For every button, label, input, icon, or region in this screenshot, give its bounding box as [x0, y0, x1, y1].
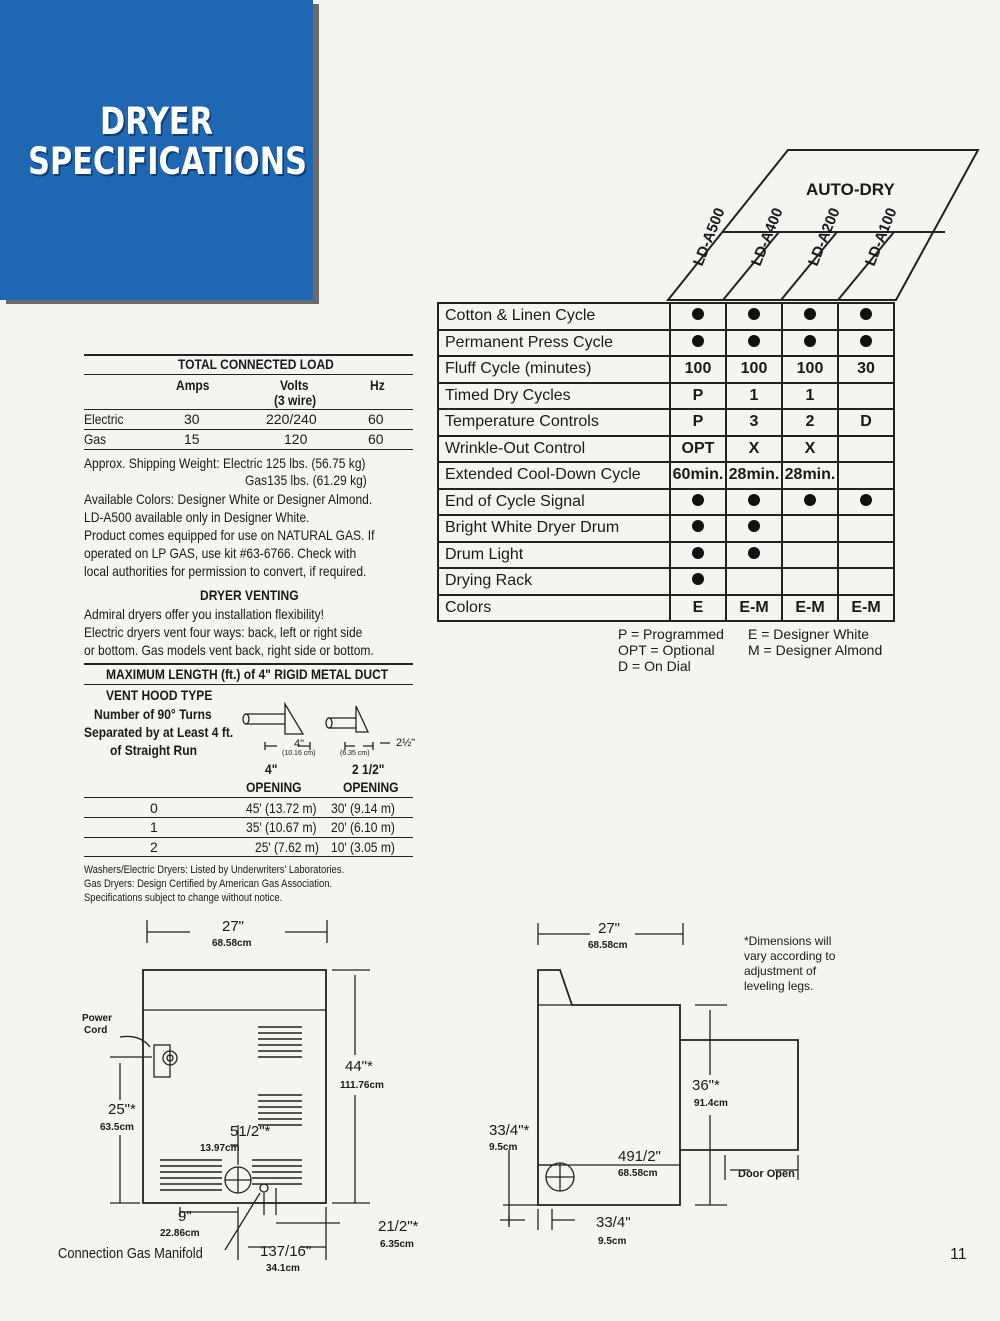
duct-heading: MAXIMUM LENGTH (ft.) of 4" RIGID METAL DUCT: [106, 666, 389, 682]
col-volts: Volts: [280, 377, 309, 393]
feature-value: [782, 515, 838, 542]
feature-label: Drum Light: [438, 542, 670, 569]
vent-hood-type: VENT HOOD TYPE: [106, 687, 213, 703]
duct-turns: 0: [150, 800, 158, 816]
vent-height-side-cm: 9.5cm: [489, 1142, 518, 1153]
rule: [84, 429, 413, 430]
feature-label: Wrinkle-Out Control: [438, 436, 670, 463]
duct-length-2half: 10' (3.05 m): [331, 839, 395, 855]
group-header: AUTO-DRY: [806, 180, 895, 199]
rule: [84, 856, 413, 857]
rule: [84, 817, 413, 818]
vent-height-cm: 63.5cm: [100, 1122, 134, 1133]
venting-text: Admiral dryers offer you installation flexibility!: [84, 606, 325, 622]
included-dot-icon: [692, 308, 704, 320]
included-dot-icon: [860, 335, 872, 347]
vent-offset-side-cm: 9.5cm: [598, 1236, 627, 1247]
gas-note: local authorities for permission to convert, if required.: [84, 563, 367, 579]
col-volts-wire: (3 wire): [274, 392, 317, 408]
included-dot-icon: [692, 520, 704, 532]
included-dot-icon: [748, 308, 760, 320]
legend-p: P = Programmed: [618, 626, 724, 642]
feature-row: [438, 303, 894, 330]
feature-value: 30: [838, 356, 894, 383]
page-title-line2: SPECIFICATIONS: [28, 140, 307, 183]
legend-d: D = On Dial: [618, 658, 691, 674]
feature-value: [838, 515, 894, 542]
feature-dot: [670, 489, 726, 516]
included-dot-icon: [860, 494, 872, 506]
feature-row: [438, 383, 894, 410]
feature-label: Extended Cool-Down Cycle: [438, 462, 670, 489]
feature-dot: [838, 330, 894, 357]
load-type: Gas: [84, 431, 107, 447]
dimension-note-line: *Dimensions will: [744, 934, 832, 948]
feature-value: [838, 436, 894, 463]
title-block: [0, 0, 313, 300]
feature-value: 60min.: [670, 462, 726, 489]
rule: [84, 409, 413, 410]
vent-offset: 9": [178, 1208, 192, 1225]
load-amps: 30: [184, 411, 200, 427]
duct-length-4in: 25' (7.62 m): [255, 839, 319, 855]
feature-dot: [726, 542, 782, 569]
opening2-label: OPENING: [343, 779, 399, 795]
feature-value: P: [670, 409, 726, 436]
feature-value: P: [670, 383, 726, 410]
shipping-weight-gas: Gas135 lbs. (61.29 kg): [245, 472, 367, 488]
feature-label: End of Cycle Signal: [438, 489, 670, 516]
legend-opt: OPT = Optional: [618, 642, 715, 658]
load-hz: 60: [368, 411, 384, 427]
side-width-cm: 68.58cm: [588, 940, 628, 951]
feature-dot: [726, 303, 782, 330]
feature-label: Bright White Dryer Drum: [438, 515, 670, 542]
feature-value: 3: [726, 409, 782, 436]
turns-label: Separated by at Least 4 ft.: [84, 724, 234, 740]
front-view-drawing: [80, 915, 440, 1270]
footnote: Washers/Electric Dryers: Listed by Underwriters' Laboratories.: [84, 864, 345, 876]
front-height-cm: 111.76cm: [340, 1080, 384, 1091]
included-dot-icon: [692, 494, 704, 506]
shipping-weight: Approx. Shipping Weight: Electric 125 lbs. (56.75 kg): [84, 455, 366, 471]
gas-note: operated on LP GAS, use kit #63-6766. Check with: [84, 545, 357, 561]
power-cord-label: Cord: [84, 1025, 108, 1036]
feature-dot: [670, 515, 726, 542]
legend-m: M = Designer Almond: [748, 642, 883, 658]
feature-value: E-M: [726, 595, 782, 622]
feature-row: [438, 542, 894, 569]
feature-dot: [670, 542, 726, 569]
model-label: LD-A500: [690, 205, 729, 269]
features-table: [437, 302, 895, 622]
front-height: 44"*: [345, 1058, 373, 1075]
feature-label: Permanent Press Cycle: [438, 330, 670, 357]
feature-row: [438, 330, 894, 357]
duct-length-2half: 30' (9.14 m): [331, 800, 395, 816]
turns-label: Number of 90° Turns: [94, 706, 212, 722]
included-dot-icon: [748, 547, 760, 559]
feature-dot: [782, 303, 838, 330]
dimension-note: [744, 934, 835, 994]
feature-value: [726, 568, 782, 595]
vent-diameter-cm: 13.97cm: [200, 1143, 240, 1154]
hood1-cm: (10.16 cm): [282, 750, 316, 757]
gas-height-cm: 6.35cm: [380, 1239, 414, 1250]
load-type: Electric: [84, 411, 124, 427]
vent-offset-cm: 22.86cm: [160, 1228, 200, 1239]
col-amps: Amps: [176, 377, 210, 393]
duct-length-4in: 35' (10.67 m): [246, 819, 317, 835]
hood2-cm: (6.35 cm): [340, 750, 370, 757]
feature-row: [438, 595, 894, 622]
feature-label: Timed Dry Cycles: [438, 383, 670, 410]
feature-dot: [726, 489, 782, 516]
feature-dot: [726, 330, 782, 357]
model-label: LD-A100: [862, 205, 901, 269]
col-hz: Hz: [370, 377, 385, 393]
included-dot-icon: [748, 335, 760, 347]
hood2-dim: 2½": [396, 737, 416, 749]
front-width: 27": [222, 918, 245, 935]
gas-height: 21/2"*: [378, 1218, 419, 1235]
vent-height: 25"*: [108, 1101, 136, 1118]
door-open-depth-cm: 68.58cm: [618, 1168, 658, 1179]
gas-note: Product comes equipped for use on NATURAL GAS. If: [84, 527, 375, 543]
duct-length-2half: 20' (6.10 m): [331, 819, 395, 835]
gas-offset: 137/16": [260, 1243, 312, 1260]
feature-row: [438, 356, 894, 383]
rule: [84, 684, 413, 685]
feature-value: 28min.: [782, 462, 838, 489]
footnote: Gas Dryers: Design Certified by American Gas Association.: [84, 878, 333, 890]
model-label: LD-A400: [748, 205, 787, 269]
feature-value: 100: [670, 356, 726, 383]
feature-dot: [670, 303, 726, 330]
feature-dot: [726, 515, 782, 542]
load-amps: 15: [184, 431, 200, 447]
feature-value: E-M: [782, 595, 838, 622]
door-open-label: Door Open: [738, 1168, 795, 1180]
feature-dot: [670, 330, 726, 357]
side-width: 27": [598, 920, 621, 937]
feature-value: 2: [782, 409, 838, 436]
feature-value: [782, 568, 838, 595]
rule: [84, 449, 413, 450]
feature-label: Temperature Controls: [438, 409, 670, 436]
feature-label: Cotton & Linen Cycle: [438, 303, 670, 330]
opening1-label: OPENING: [246, 779, 302, 795]
feature-value: 100: [782, 356, 838, 383]
feature-value: D: [838, 409, 894, 436]
feature-value: [838, 383, 894, 410]
dimension-note-line: adjustment of: [744, 964, 817, 978]
legend-e: E = Designer White: [748, 626, 869, 642]
feature-value: [838, 568, 894, 595]
feature-value: 1: [782, 383, 838, 410]
gas-offset-cm: 34.1cm: [266, 1263, 300, 1274]
page-title-line1: DRYER: [100, 100, 213, 143]
duct-turns: 1: [150, 819, 158, 835]
colors-note: LD-A500 available only in Designer White.: [84, 509, 310, 525]
dimension-note-line: leveling legs.: [744, 979, 814, 993]
feature-value: 28min.: [726, 462, 782, 489]
included-dot-icon: [748, 494, 760, 506]
feature-value: 100: [726, 356, 782, 383]
door-open-depth: 491/2": [618, 1148, 661, 1165]
venting-heading: DRYER VENTING: [200, 587, 299, 603]
feature-row: [438, 568, 894, 595]
opening2-size: 2 1/2": [352, 761, 385, 777]
venting-text: or bottom. Gas models vent back, right side or bottom.: [84, 642, 374, 658]
rule: [84, 663, 413, 665]
feature-label: Colors: [438, 595, 670, 622]
colors-note: Available Colors: Designer White or Designer Almond.: [84, 491, 373, 507]
duct-turns: 2: [150, 839, 158, 855]
turns-label: of Straight Run: [110, 742, 197, 758]
included-dot-icon: [804, 335, 816, 347]
feature-row: [438, 409, 894, 436]
load-heading: TOTAL CONNECTED LOAD: [178, 356, 334, 372]
side-height: 36"*: [692, 1077, 720, 1094]
feature-label: Drying Rack: [438, 568, 670, 595]
feature-row: [438, 462, 894, 489]
feature-value: [838, 462, 894, 489]
page-number: 11: [950, 1246, 967, 1263]
power-cord-label: Power: [82, 1013, 113, 1024]
included-dot-icon: [860, 308, 872, 320]
load-volts: 220/240: [266, 411, 317, 427]
included-dot-icon: [692, 335, 704, 347]
side-height-cm: 91.4cm: [694, 1098, 728, 1109]
feature-value: E-M: [838, 595, 894, 622]
load-volts: 120: [284, 431, 308, 447]
vent-diameter: 51/2"*: [230, 1123, 271, 1140]
feature-value: X: [782, 436, 838, 463]
gas-manifold-label: Connection Gas Manifold: [58, 1245, 203, 1262]
feature-dot: [838, 303, 894, 330]
footnote: Specifications subject to change without notice.: [84, 892, 283, 904]
load-hz: 60: [368, 431, 384, 447]
included-dot-icon: [692, 547, 704, 559]
feature-value: [782, 542, 838, 569]
duct-length-4in: 45' (13.72 m): [246, 800, 317, 816]
rule: [84, 374, 413, 375]
feature-value: OPT: [670, 436, 726, 463]
vent-height-side: 33/4"*: [489, 1122, 530, 1139]
vent-hood-drawings: [240, 700, 420, 760]
feature-dot: [782, 330, 838, 357]
feature-value: E: [670, 595, 726, 622]
feature-row: [438, 436, 894, 463]
feature-value: [838, 542, 894, 569]
model-label: LD-A200: [805, 205, 844, 269]
feature-label: Fluff Cycle (minutes): [438, 356, 670, 383]
included-dot-icon: [804, 308, 816, 320]
feature-value: X: [726, 436, 782, 463]
included-dot-icon: [692, 573, 704, 585]
feature-row: [438, 515, 894, 542]
rule: [84, 797, 413, 798]
opening1-size: 4": [265, 761, 278, 777]
feature-value: 1: [726, 383, 782, 410]
dimension-note-line: vary according to: [744, 949, 836, 963]
vent-offset-side: 33/4": [596, 1214, 631, 1231]
included-dot-icon: [748, 520, 760, 532]
venting-text: Electric dryers vent four ways: back, left or right side: [84, 624, 363, 640]
rule: [84, 837, 413, 838]
feature-dot: [838, 489, 894, 516]
feature-dot: [670, 568, 726, 595]
included-dot-icon: [804, 494, 816, 506]
feature-row: [438, 489, 894, 516]
hood1-dim: 4": [294, 738, 305, 750]
feature-dot: [782, 489, 838, 516]
front-width-cm: 68.58cm: [212, 938, 252, 949]
